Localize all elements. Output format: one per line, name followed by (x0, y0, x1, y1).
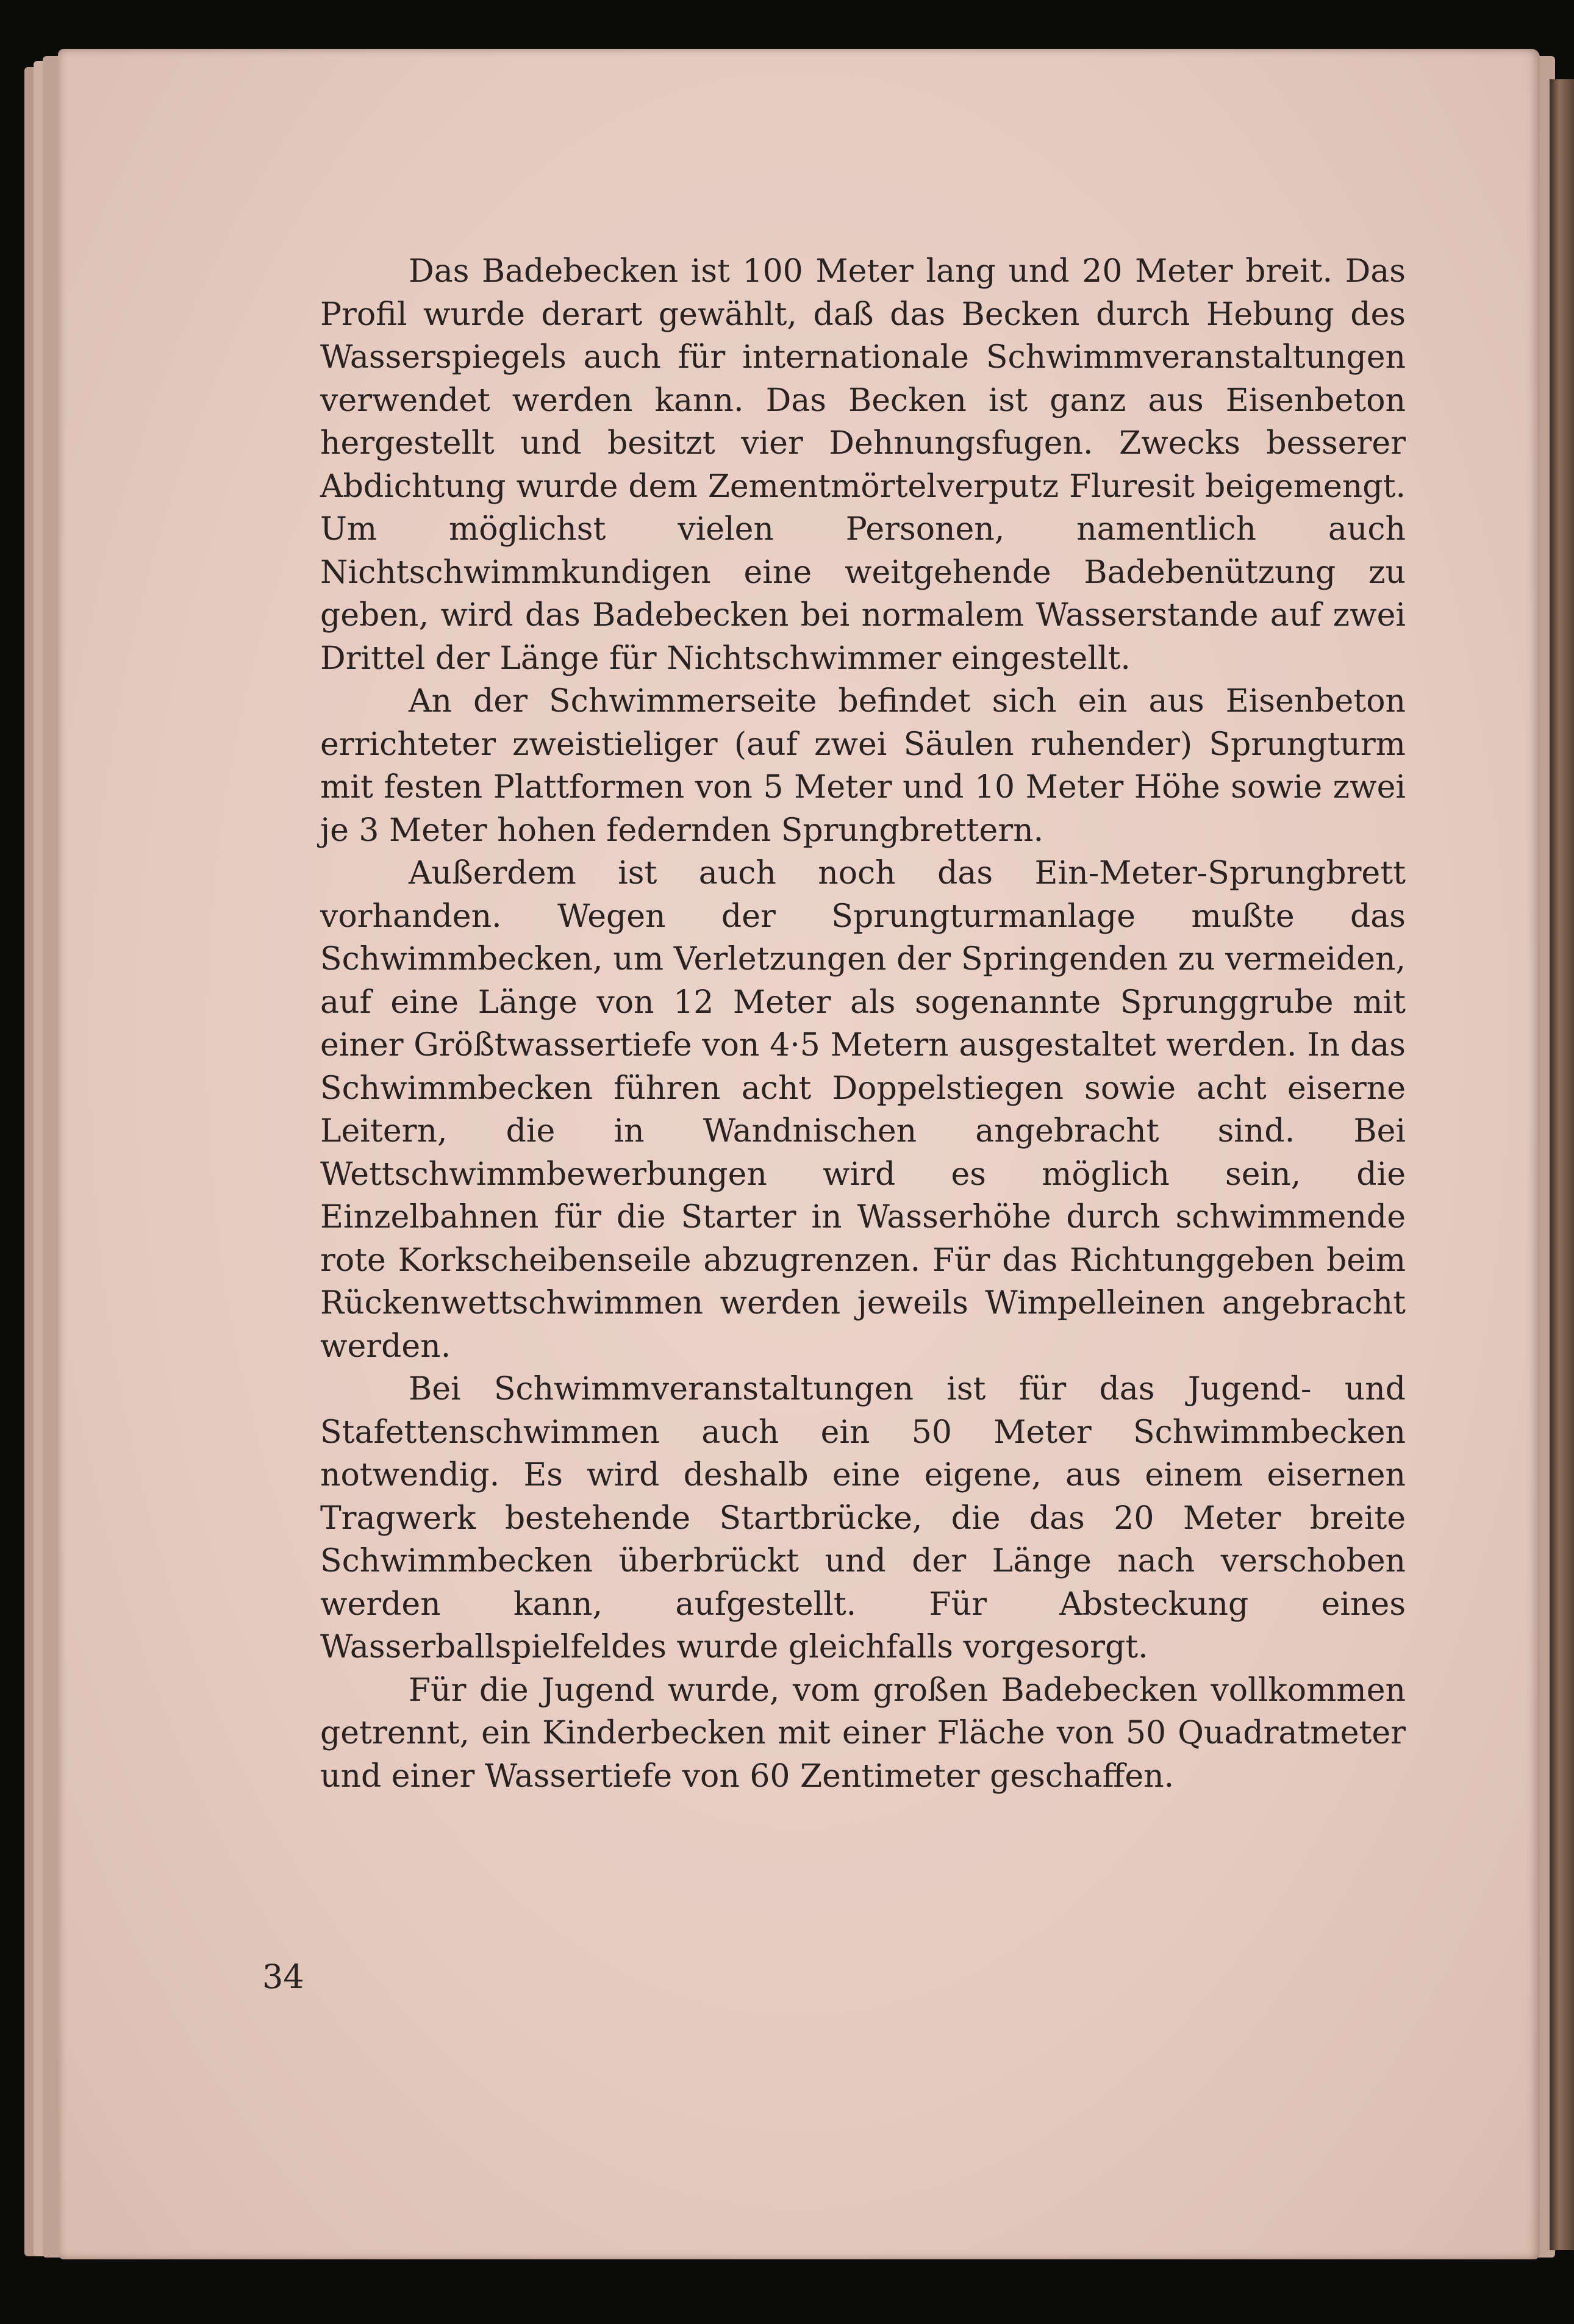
paragraph: Das Badebecken ist 100 Meter lang und 20 Meter breit. Das Profil wurde derart gewählt, daß das Becken durch Hebung des Wasserspiegels auch für internationale Schwimmveranstaltungen verwendet werden kann. Das Becken ist ganz aus Eisenbeton hergestellt und besitzt vier Dehnungsfugen. Zwecks besserer Abdichtung wurde dem Zementmörtelverputz Fluresit beigemengt. Um möglichst vielen Personen, namentlich auch Nichtschwimmkundigen eine weitgehende Badebenützung zu geben, wird das Badebecken bei normalem Wasserstande auf zwei Drittel der Länge für Nichtschwimmer eingestellt. (320, 253, 1406, 677)
paragraph: Außerdem ist auch noch das Ein-Meter-Sprungbrett vorhanden. Wegen der Sprungturmanlage mußte das Schwimmbecken, um Verletzungen der Springenden zu vermeiden, auf eine Länge von 12 Meter als sogenannte Sprunggrube mit einer Größtwassertiefe von 4·5 Metern ausgestaltet werden. In das Schwimmbecken führen acht Doppelstiegen sowie acht eiserne Leitern, die in Wandnischen angebracht sind. Bei Wettschwimmbewerbungen wird es möglich sein, die Einzelbahnen für die Starter in Wasserhöhe durch schwimmende rote Korkscheibenseile abzugrenzen. Für das Richtunggeben beim Rückenwettschwimmen werden jeweils Wimpelleinen angebracht werden. (320, 855, 1406, 1365)
body-text (320, 250, 1406, 1798)
book-page (58, 49, 1540, 2259)
paragraph: An der Schwimmerseite befindet sich ein aus Eisenbeton errichteter zweistieliger (auf zwei Säulen ruhender) Sprungturm mit festen Plattformen von 5 Meter und 10 Meter Höhe sowie zwei je 3 Meter hohen federnden Sprungbrettern. (320, 683, 1406, 849)
next-page-edge (1550, 79, 1574, 2250)
page-number: 34 (262, 1958, 304, 1996)
paragraph: Bei Schwimmveranstaltungen ist für das Jugend- und Stafettenschwimmen auch ein 50 Meter Schwimmbecken notwendig. Es wird deshalb eine eigene, aus einem eisernen Tragwerk bestehende Startbrücke, die das 20 Meter breite Schwimmbecken überbrückt und der Länge nach verschoben werden kann, aufgestellt. Für Absteckung eines Wasserballspielfeldes wurde gleichfalls vorgesorgt. (320, 1371, 1406, 1665)
paragraph: Für die Jugend wurde, vom großen Badebecken vollkommen getrennt, ein Kinderbecken mit einer Fläche von 50 Quadratmeter und einer Wassertiefe von 60 Zentimeter geschaffen. (320, 1671, 1406, 1795)
